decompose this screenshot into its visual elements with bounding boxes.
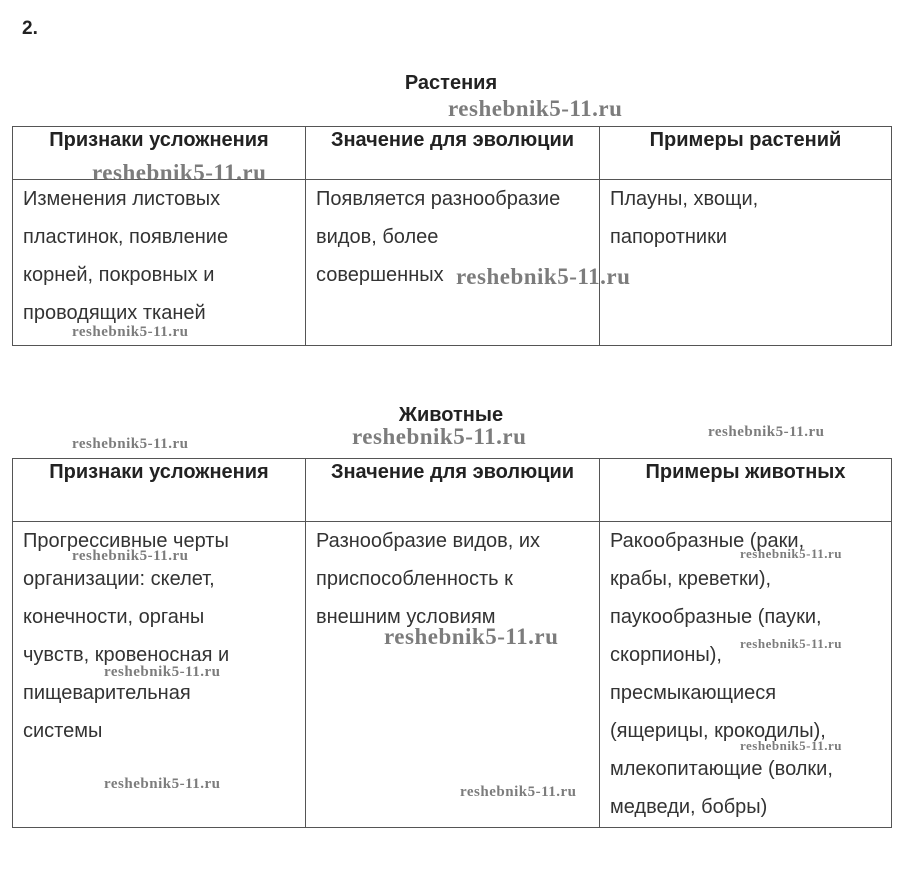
text-line: приспособленность к bbox=[316, 568, 513, 590]
text-line: корней, покровных и bbox=[23, 264, 215, 286]
watermark: reshebnik5-11.ru bbox=[104, 776, 221, 792]
text-line: скорпионы), bbox=[610, 644, 722, 666]
text-line: Изменения листовых bbox=[23, 188, 221, 210]
text-line: паукообразные (пауки, bbox=[610, 606, 822, 628]
text-line: чувств, кровеносная и bbox=[23, 644, 230, 666]
watermark: reshebnik5-11.ru bbox=[740, 546, 843, 561]
text-line: папоротники bbox=[610, 226, 728, 248]
text-line: видов, более bbox=[316, 226, 439, 248]
animals-header-examples: Примеры животных bbox=[600, 459, 892, 522]
text-line: (ящерицы, крокодилы), bbox=[610, 720, 826, 742]
watermark: reshebnik5-11.ru bbox=[460, 784, 577, 800]
watermark: reshebnik5-11.ru bbox=[456, 264, 631, 289]
plants-header-examples: Примеры растений bbox=[600, 127, 892, 180]
text-line: млекопитающие (волки, bbox=[610, 758, 833, 780]
text-line: проводящих тканей bbox=[23, 302, 206, 324]
text-line: пластинок, появление bbox=[23, 226, 229, 248]
text-line: внешним условиям bbox=[316, 606, 496, 628]
watermark: reshebnik5-11.ru bbox=[740, 636, 843, 651]
text-line: конечности, органы bbox=[23, 606, 205, 628]
animals-header-significance: Значение для эволюции bbox=[306, 459, 600, 522]
animals-title: Животные bbox=[398, 404, 504, 426]
text-line: Плауны, хвощи, bbox=[610, 188, 759, 210]
animals-header-row bbox=[13, 459, 892, 522]
watermark: reshebnik5-11.ru bbox=[384, 624, 559, 649]
plants-cell-features bbox=[13, 180, 306, 346]
watermark: reshebnik5-11.ru bbox=[448, 96, 623, 121]
watermark: reshebnik5-11.ru bbox=[72, 324, 189, 340]
animals-cell-examples bbox=[600, 522, 892, 828]
text-line: Появляется разнообразие bbox=[316, 188, 561, 210]
task-number: 2. bbox=[22, 18, 38, 39]
text-line: медведи, бобры) bbox=[610, 796, 768, 818]
text-line: пищеварительная bbox=[23, 682, 191, 704]
plants-title: Растения bbox=[404, 72, 498, 94]
text-line: совершенных bbox=[316, 264, 444, 286]
watermark: reshebnik5-11.ru bbox=[92, 160, 267, 185]
text-line: Разнообразие видов, их bbox=[316, 530, 541, 552]
watermark: reshebnik5-11.ru bbox=[104, 664, 221, 680]
text-line: пресмыкающиеся bbox=[610, 682, 777, 704]
animals-cell-significance bbox=[306, 522, 600, 828]
plants-header-significance: Значение для эволюции bbox=[306, 127, 600, 180]
watermark: reshebnik5-11.ru bbox=[740, 738, 843, 753]
watermark: reshebnik5-11.ru bbox=[352, 424, 527, 449]
watermark: reshebnik5-11.ru bbox=[72, 436, 189, 452]
plants-cell-examples bbox=[600, 180, 892, 346]
plants-header-features: Признаки усложнения bbox=[13, 127, 306, 180]
text-line: Прогрессивные черты bbox=[23, 530, 229, 552]
watermark: reshebnik5-11.ru bbox=[708, 424, 825, 440]
plants-body-row bbox=[13, 180, 892, 346]
plants-cell-significance bbox=[306, 180, 600, 346]
text-line: Ракообразные (раки, bbox=[610, 530, 805, 552]
text-line: организации: скелет, bbox=[23, 568, 215, 590]
plants-table bbox=[12, 126, 892, 346]
text-line: крабы, креветки), bbox=[610, 568, 772, 590]
text-line: системы bbox=[23, 720, 103, 742]
animals-header-features: Признаки усложнения bbox=[13, 459, 306, 522]
watermark: reshebnik5-11.ru bbox=[72, 548, 189, 564]
